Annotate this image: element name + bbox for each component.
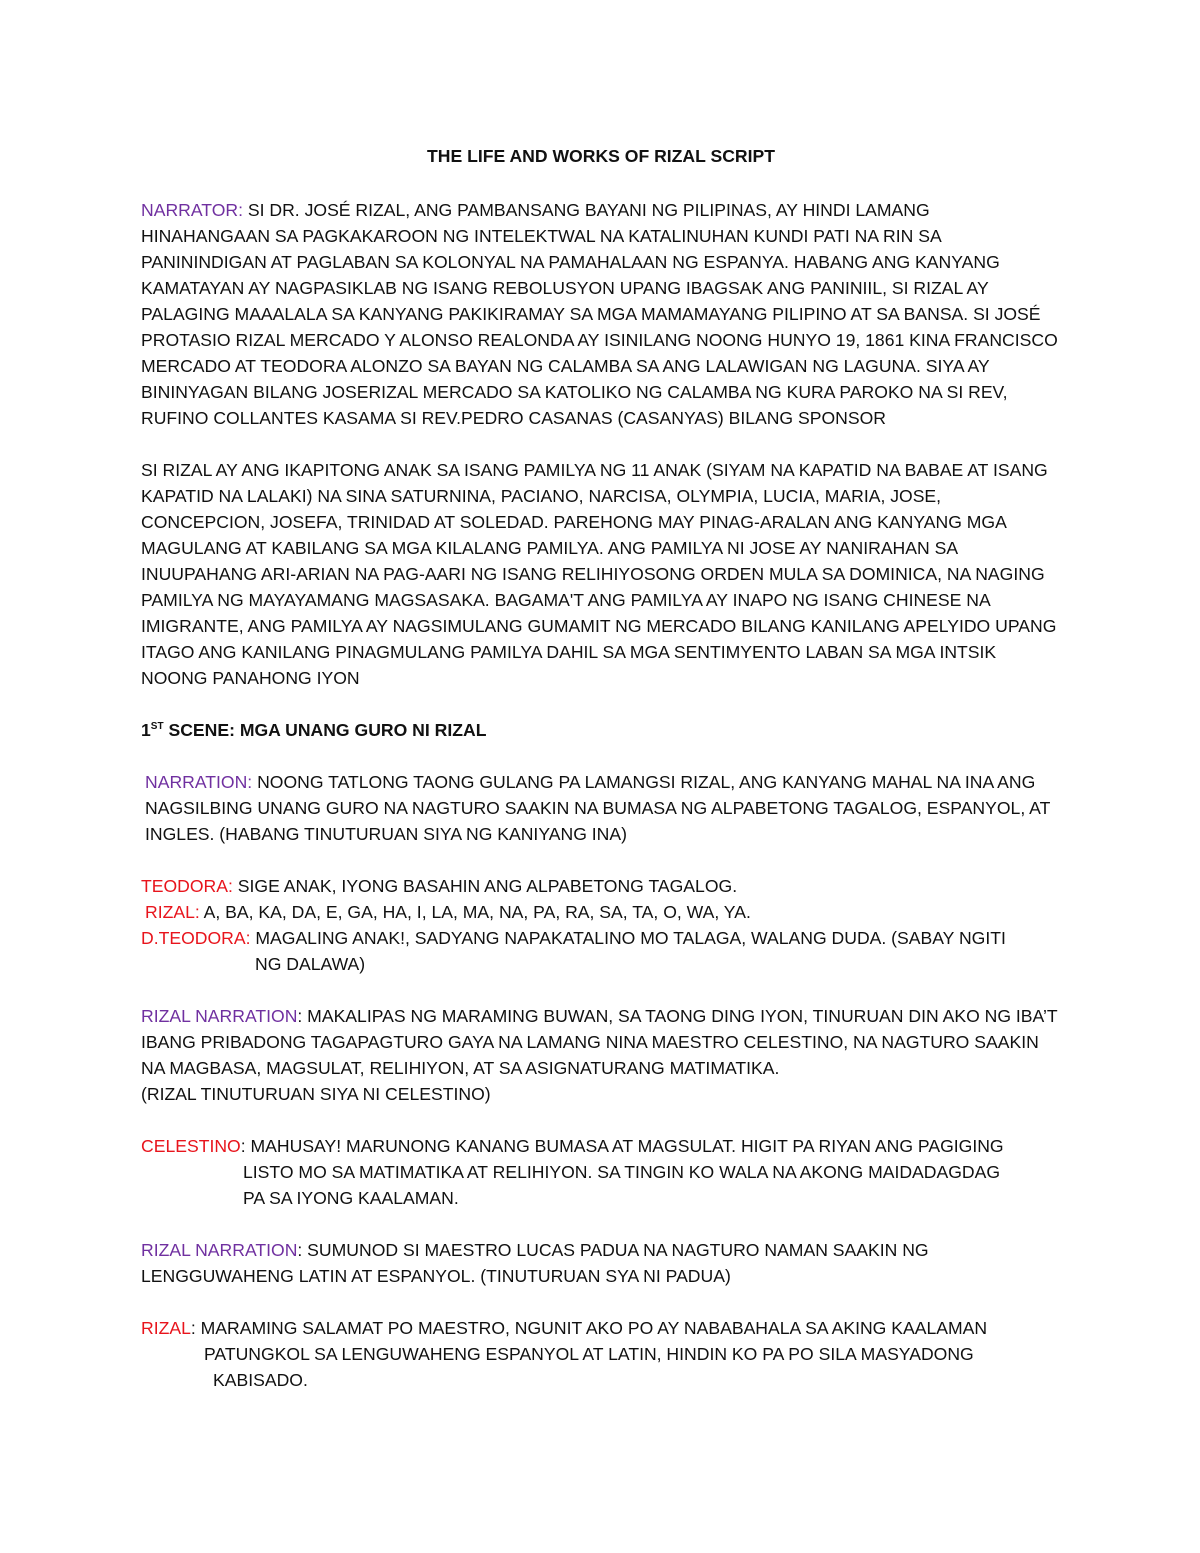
dialogue-continuation: KABISADO. [213, 1370, 308, 1390]
dialogue-continuation: LISTO MO SA MATIMATIKA AT RELIHIYON. SA TINGIN KO WALA NA AKONG MAIDADAGDAG [243, 1162, 1001, 1182]
speaker-label: NARRATOR: [141, 200, 243, 220]
narration-paragraph [141, 1237, 1061, 1289]
dialogue-line [141, 1133, 1061, 1159]
speaker-label: RIZAL [141, 1318, 191, 1338]
scene-heading [141, 717, 1061, 743]
dialogue-continuation: NG DALAWA) [255, 954, 366, 974]
dialogue-line [141, 899, 1061, 925]
narration-paragraph [141, 1003, 1061, 1081]
dialogue-text: A, BA, KA, DA, E, GA, HA, I, LA, MA, NA, PA, RA, SA, TA, O, WA, YA. [199, 902, 751, 922]
dialogue-text: SIGE ANAK, IYONG BASAHIN ANG ALPABETONG TAGALOG. [232, 876, 738, 896]
dialogue-continuation: PA SA IYONG KAALAMAN. [243, 1188, 459, 1208]
speaker-label: NARRATION: [145, 772, 253, 792]
stage-direction: (RIZAL TINUTURUAN SIYA NI CELESTINO) [141, 1084, 491, 1104]
dialogue-line [141, 873, 1061, 899]
speaker-label: RIZAL: [145, 902, 200, 922]
dialogue-text: MAGALING ANAK!, SADYANG NAPAKATALINO MO TALAGA, WALANG DUDA. (SABAY NGITI [250, 928, 1006, 948]
speaker-label: RIZAL NARRATION [141, 1240, 298, 1260]
paragraph-text: NOONG TATLONG TAONG GULANG PA LAMANGSI RIZAL, ANG KANYANG MAHAL NA INA ANG NAGSILBING UNANG GURO NA NAGTURO SAAKIN NA BUMASA NG ALPABETONG TAGALOG, ESPANYOL, AT INGLES. (HABANG TINUTURUAN SIYA NG KANIYANG INA) [145, 772, 1051, 844]
family-paragraph: SI RIZAL AY ANG IKAPITONG ANAK SA ISANG PAMILYA NG 11 ANAK (SIYAM NA KAPATID NA BABAE AT ISANG KAPATID NA LALAKI) NA SINA SATURNINA, PACIANO, NARCISA, OLYMPIA, LUCIA, MARIA, JOSE, CONCEPCION, JOSEFA, TRINIDAD AT SOLEDAD. PAREHONG MAY PINAG-ARALAN ANG KANYANG MGA MAGULANG AT KABILANG SA MGA KILALANG PAMILYA. ANG PAMILYA NI JOSE AY NANIRAHAN SA INUUPAHANG ARI-ARIAN NA PAG-AARI NG ISANG RELIHIYOSONG ORDEN MULA SA DOMINICA, NA NAGING PAMILYA NG MAYAYAMANG MAGSASAKA. BAGAMA'T ANG PAMILYA AY INAPO NG ISANG CHINESE NA IMIGRANTE, ANG PAMILYA AY NAGSIMULANG GUMAMIT NG MERCADO BILANG KANILANG APELYIDO UPANG ITAGO ANG KANILANG PINAGMULANG PAMILYA DAHIL SA MGA SENTIMYENTO LABAN SA MGA INTSIK NOONG PANAHONG IYON [141, 460, 1057, 688]
dialogue-line [141, 925, 1061, 951]
celestino-dialogue [141, 1133, 1061, 1211]
scene-superscript: ST [150, 721, 164, 733]
dialogue-block [141, 873, 1061, 977]
paragraph-text: SI DR. JOSÉ RIZAL, ANG PAMBANSANG BAYANI NG PILIPINAS, AY HINDI LAMANG HINAHANGAAN SA PAGKAKAROON NG INTELEKTWAL NA KATALINUHAN KUNDI PATI NA RIN SA PANININDIGAN AT PAGLABAN SA KOLONYAL NA PAMAHALAAN NG ESPANYA. HABANG ANG KANYANG KAMATAYAN AY NAGPASIKLAB NG ISANG REBOLUSYON UPANG IBAGSAK ANG PANINIIL, SI RIZAL AY PALAGING MAAALALA SA KANYANG PAKIKIRAMAY SA MGA MAMAMAYANG PILIPINO AT SA BANSA. SI JOSÉ PROTASIO RIZAL MERCADO Y ALONSO REALONDA AY ISINILANG NOONG HUNYO 19, 1861 KINA FRANCISCO MERCADO AT TEODORA ALONZO SA BAYAN NG CALAMBA SA ANG LALAWIGAN NG LAGUNA. SIYA AY BININYAGAN BILANG JOSERIZAL MERCADO SA KATOLIKO NG CALAMBA NG KURA PAROKO NA SI REV, RUFINO COLLANTES KASAMA SI REV.PEDRO CASANAS (CASANYAS) BILANG SPONSOR [141, 200, 1058, 428]
scene-title: SCENE: MGA UNANG GURO NI RIZAL [163, 720, 487, 740]
paragraph-text: : MAKALIPAS NG MARAMING BUWAN, SA TAONG DING IYON, TINURUAN DIN AKO NG IBA’T IBANG PRIBADONG TAGAPAGTURO GAYA NA LAMANG NINA MAESTRO CELESTINO, NA NAGTURO SAAKIN NA MAGBASA, MAGSULAT, RELIHIYON, AT SA ASIGNATURANG MATIMATIKA. [141, 1006, 1058, 1078]
paragraph-text: : SUMUNOD SI MAESTRO LUCAS PADUA NA NAGTURO NAMAN SAAKIN NG LENGGUWAHENG LATIN AT ESPANYOL. (TINUTURUAN SYA NI PADUA) [141, 1240, 929, 1286]
speaker-label: CELESTINO [141, 1136, 241, 1156]
dialogue-text: : MARAMING SALAMAT PO MAESTRO, NGUNIT AKO PO AY NABABAHALA SA AKING KAALAMAN [190, 1318, 988, 1338]
dialogue-line [141, 1315, 1061, 1341]
page-title: THE LIFE AND WORKS OF RIZAL SCRIPT [427, 146, 775, 166]
dialogue-continuation: PATUNGKOL SA LENGUWAHENG ESPANYOL AT LATIN, HINDIN KO PA PO SILA MASYADONG [204, 1344, 974, 1364]
narrator-paragraph [141, 197, 1061, 431]
speaker-label: D.TEODORA: [141, 928, 251, 948]
speaker-label: TEODORA: [141, 876, 233, 896]
dialogue-text: : MAHUSAY! MARUNONG KANANG BUMASA AT MAGSULAT. HIGIT PA RIYAN ANG PAGIGING [240, 1136, 1004, 1156]
rizal-dialogue [141, 1315, 1061, 1393]
narration-paragraph [141, 769, 1061, 847]
document-body [141, 143, 1061, 1419]
speaker-label: RIZAL NARRATION [141, 1006, 298, 1026]
scene-number: 1 [141, 720, 151, 740]
rizal-narration-block [141, 1003, 1061, 1107]
